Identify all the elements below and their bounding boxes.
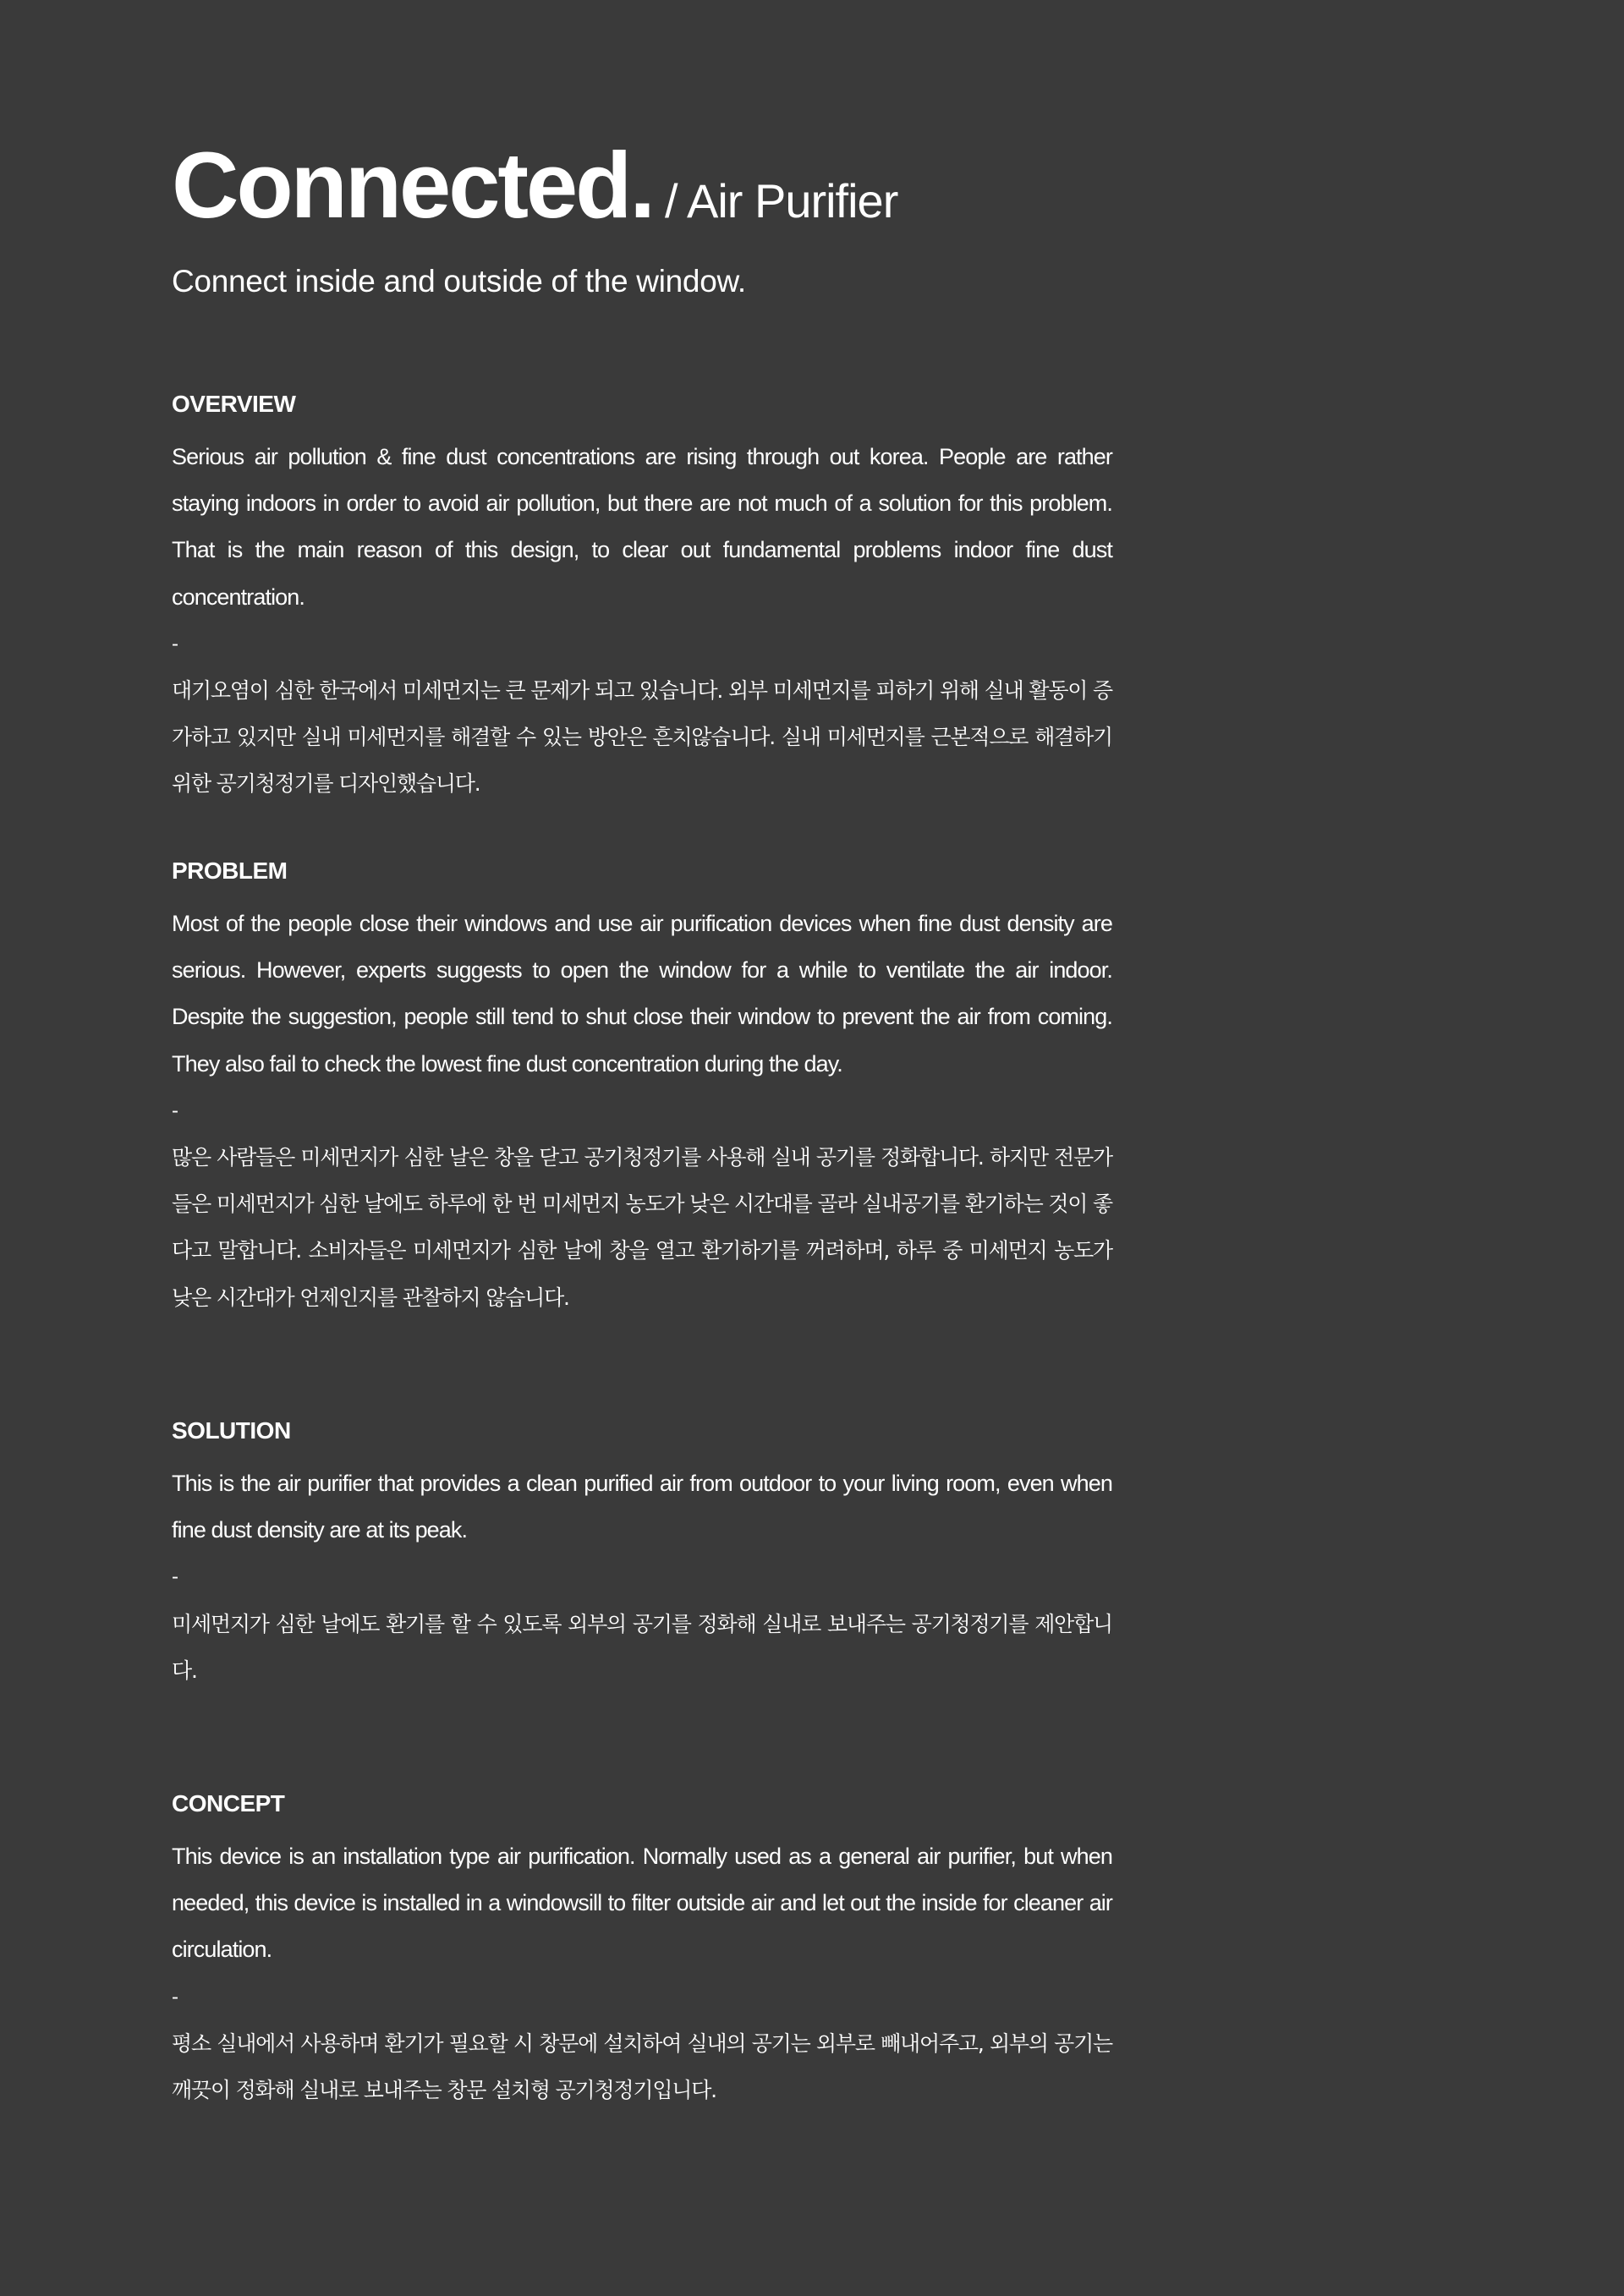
section-heading: OVERVIEW: [172, 391, 296, 417]
section-heading: SOLUTION: [172, 1417, 291, 1444]
section-text-en: Most of the people close their windows and use air purification devices when fine dust density are serious. However, experts suggests to open the window for a while to ventilate the air indoor. Despite the suggestion, people still tend to shut close their window to prevent the air from coming. They also fail to check the lowest fine dust concentration during the day.: [172, 911, 1112, 1077]
section-text-en: This device is an installation type air purification. Normally used as a general air purifier, but when needed, this device is installed in a windowsill to filter outside air and let out the inside for cleaner air circulation.: [172, 1844, 1112, 1963]
section-solution: [172, 1414, 1112, 1694]
section-overview: [172, 387, 1112, 808]
page-tagline: Connect inside and outside of the window.: [172, 264, 746, 299]
section-text-ko: 평소 실내에서 사용하며 환기가 필요할 시 창문에 설치하여 실내의 공기는 외부로 빼내어주고, 외부의 공기는 깨끗이 정화해 실내로 보내주는 창문 설치형 공기청정기입니다.: [172, 2030, 1112, 2103]
section-text-ko: 미세먼지가 심한 날에도 환기를 할 수 있도록 외부의 공기를 정화해 실내로 보내주는 공기청정기를 제안합니다.: [172, 1611, 1112, 1683]
section-text-en: Serious air pollution & fine dust concentrations are rising through out korea. People are rather staying indoors in order to avoid air pollution, but there are not much of a solution for this problem. That is the main reason of this design, to clear out fundamental problems indoor fine dust concentration.: [172, 444, 1112, 610]
section-heading: PROBLEM: [172, 858, 288, 884]
page-title: Connected.: [172, 134, 653, 238]
section-text-ko: 대기오염이 심한 한국에서 미세먼지는 큰 문제가 되고 있습니다. 외부 미세먼지를 피하기 위해 실내 활동이 증가하고 있지만 실내 미세먼지를 해결할 수 있는 방안은 흔치않습니다. 실내 미세먼지를 근본적으로 해결하기 위한 공기청정기를 디자인했습니다.: [172, 678, 1112, 797]
section-separator: -: [172, 1985, 178, 2008]
section-separator: -: [172, 1099, 178, 1122]
section-concept: [172, 1787, 1112, 2113]
section-heading: CONCEPT: [172, 1790, 285, 1817]
section-text-en: This is the air purifier that provides a clean purified air from outdoor to your living room, even when fine dust density are at its peak.: [172, 1471, 1112, 1543]
page-header: [172, 134, 1187, 238]
page-subtitle: / Air Purifier: [664, 174, 898, 227]
section-problem: [172, 854, 1112, 1321]
section-separator: -: [172, 1565, 178, 1589]
section-separator: -: [172, 632, 178, 655]
section-text-ko: 많은 사람들은 미세먼지가 심한 날은 창을 닫고 공기청정기를 사용해 실내 공기를 정화합니다. 하지만 전문가들은 미세먼지가 심한 날에도 하루에 한 번 미세먼지 농도가 낮은 시간대를 골라 실내공기를 환기하는 것이 좋다고 말합니다. 소비자들은 미세먼지가 심한 날에 창을 열고 환기하기를 꺼려하며, 하루 중 미세먼지 농도가 낮은 시간대가 언제인지를 관찰하지 않습니다.: [172, 1145, 1112, 1310]
